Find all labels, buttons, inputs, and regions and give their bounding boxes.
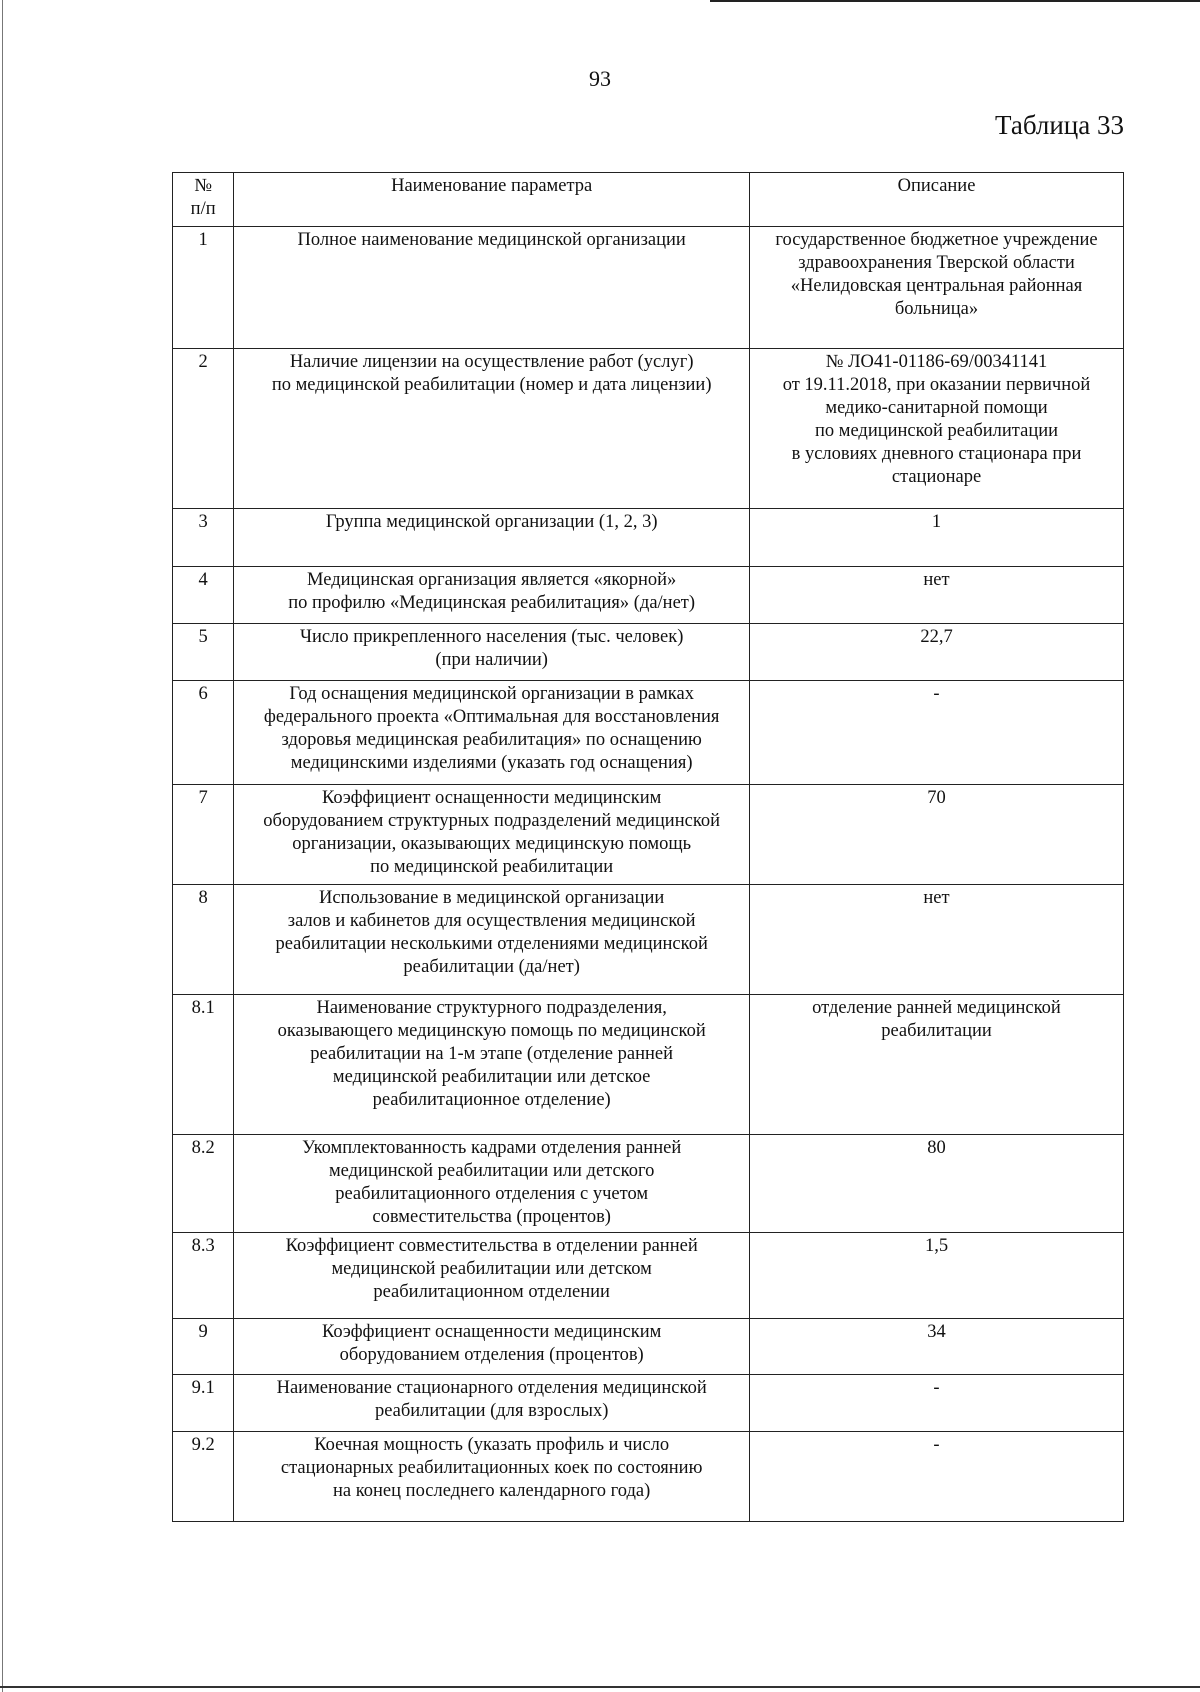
description-line: № ЛО41-01186-69/00341141 [825,352,1048,372]
table-body [173,227,1124,1522]
row-description [750,509,1124,567]
description-line: в условиях дневного стационара при [791,444,1082,464]
parameter-line: по профилю «Медицинская реабилитация» (да/нет) [288,593,696,613]
parameter-line: организации, оказывающих медицинскую помощь [292,834,692,854]
header-number [173,173,234,227]
parameter-line: реабилитации (для взрослых) [374,1401,609,1421]
description-line: - [933,1378,940,1398]
parameter-line: Использование в медицинской организации [318,888,665,908]
row-parameter [234,681,750,785]
parameter-line: оборудованием отделения (процентов) [339,1345,644,1365]
description-line: нет [923,570,950,590]
description-line: 1 [931,512,942,532]
table-row [173,785,1124,885]
row-parameter [234,567,750,624]
parameter-line: Коэффициент оснащенности медицинским [321,1322,662,1342]
parameter-line: Медицинская организация является «якорной» [307,570,677,590]
description-line: 70 [927,788,946,808]
parameter-line: Группа медицинской организации (1, 2, 3) [325,512,658,532]
row-description [750,349,1124,509]
table-row [173,227,1124,349]
row-parameter [234,1319,750,1375]
description-line: реабилитации [881,1021,992,1041]
row-description [750,995,1124,1135]
row-number: 8 [173,885,234,995]
table-row [173,681,1124,785]
row-description [750,1432,1124,1522]
parameter-line: медицинской реабилитации или детское [332,1067,651,1087]
row-description [750,227,1124,349]
parameter-line: реабилитационное отделение) [372,1090,611,1110]
parameter-line: Число прикрепленного населения (тыс. человек) [299,627,684,647]
description-line: нет [923,888,950,908]
table-row [173,1432,1124,1522]
parameter-line: Наименование структурного подразделения, [316,998,667,1018]
description-line: от 19.11.2018, при оказании первичной [782,375,1091,395]
parameters-table [172,172,1124,1522]
parameter-line: реабилитационном отделении [373,1282,610,1302]
scan-edge-top [710,0,1200,2]
table-row [173,1319,1124,1375]
header-parameter: Наименование параметра [234,173,750,227]
parameter-line: Наименование стационарного отделения медицинской [276,1378,707,1398]
row-parameter [234,624,750,681]
description-line: 1,5 [924,1236,949,1256]
description-line: здравоохранения Тверской области [798,253,1075,273]
row-parameter [234,1375,750,1432]
row-description [750,1135,1124,1233]
parameter-line: Коэффициент совместительства в отделении ранней [285,1236,698,1256]
table-row [173,509,1124,567]
description-line: 34 [927,1322,946,1342]
table-row [173,1233,1124,1319]
table-row [173,349,1124,509]
table-row [173,1135,1124,1233]
row-number: 5 [173,624,234,681]
description-line: стационаре [891,467,982,487]
row-parameter [234,509,750,567]
parameter-line: (при наличии) [435,650,548,670]
row-number: 2 [173,349,234,509]
description-line: больница» [894,299,979,319]
description-line: - [933,1435,940,1455]
table-header-row [173,173,1124,227]
parameter-line: реабилитации на 1-м этапе (отделение ранней [310,1044,674,1064]
row-number: 3 [173,509,234,567]
description-line: по медицинской реабилитации [814,421,1059,441]
row-description [750,567,1124,624]
row-number: 9.1 [173,1375,234,1432]
parameter-line: здоровья медицинская реабилитация» по оснащению [281,730,702,750]
row-description [750,1233,1124,1319]
row-parameter [234,785,750,885]
parameter-line: Наличие лицензии на осуществление работ (услуг) [289,352,694,372]
description-line: медико-санитарной помощи [825,398,1048,418]
parameter-line: медицинскими изделиями (указать год оснащения) [290,753,693,773]
parameter-line: Укомплектованность кадрами отделения ранней [302,1138,682,1158]
table-row [173,885,1124,995]
parameter-line: медицинской реабилитации или детском [331,1259,652,1279]
row-parameter [234,1233,750,1319]
row-description [750,1319,1124,1375]
row-description [750,1375,1124,1432]
parameter-line: по медицинской реабилитации (номер и дата лицензии) [271,375,712,395]
row-parameter [234,349,750,509]
row-number: 7 [173,785,234,885]
description-line: отделение ранней медицинской [812,998,1061,1018]
header-description: Описание [750,173,1124,227]
table-row [173,624,1124,681]
table-row [173,567,1124,624]
row-number: 4 [173,567,234,624]
row-parameter [234,227,750,349]
row-number: 8.3 [173,1233,234,1319]
row-description [750,624,1124,681]
parameter-line: залов и кабинетов для осуществления медицинской [287,911,696,931]
parameter-line: Год оснащения медицинской организации в рамках [289,684,694,704]
row-description [750,681,1124,785]
row-parameter [234,1135,750,1233]
parameter-line: оборудованием структурных подразделений медицинской [263,811,721,831]
table-caption: Таблица 33 [995,110,1124,140]
parameter-line: на конец последнего календарного года) [333,1481,651,1501]
scan-edge-left [2,0,3,1692]
parameter-line: Коечная мощность (указать профиль и число [314,1435,670,1455]
row-description [750,885,1124,995]
row-number: 8.1 [173,995,234,1135]
row-number: 1 [173,227,234,349]
parameter-line: оказывающего медицинскую помощь по медицинской [277,1021,706,1041]
header-number-line2: п/п [190,199,216,219]
row-number: 9 [173,1319,234,1375]
parameter-line: медицинской реабилитации или детского [328,1161,655,1181]
page-number: 93 [589,66,611,91]
description-line: 80 [927,1138,946,1158]
header-number-line1: № [194,176,212,196]
table-row [173,995,1124,1135]
parameter-line: по медицинской реабилитации [370,857,614,877]
parameter-line: Коэффициент оснащенности медицинским [321,788,662,808]
parameter-line: реабилитации (да/нет) [403,957,580,977]
parameter-line: реабилитации несколькими отделениями медицинской [275,934,708,954]
scan-edge-bottom [0,1686,1200,1688]
description-line: - [933,684,940,704]
row-parameter [234,1432,750,1522]
description-line: государственное бюджетное учреждение [775,230,1098,250]
row-parameter [234,995,750,1135]
row-number: 6 [173,681,234,785]
row-number: 9.2 [173,1432,234,1522]
parameter-line: совместительства (процентов) [372,1207,611,1227]
row-parameter [234,885,750,995]
table-row [173,1375,1124,1432]
description-line: «Нелидовская центральная районная [790,276,1083,296]
parameter-line: федерального проекта «Оптимальная для восстановления [263,707,720,727]
row-number: 8.2 [173,1135,234,1233]
parameter-line: стационарных реабилитационных коек по состоянию [280,1458,703,1478]
description-line: 22,7 [920,627,953,647]
parameter-line: Полное наименование медицинской организации [297,230,686,250]
parameter-line: реабилитационного отделения с учетом [335,1184,649,1204]
row-description [750,785,1124,885]
